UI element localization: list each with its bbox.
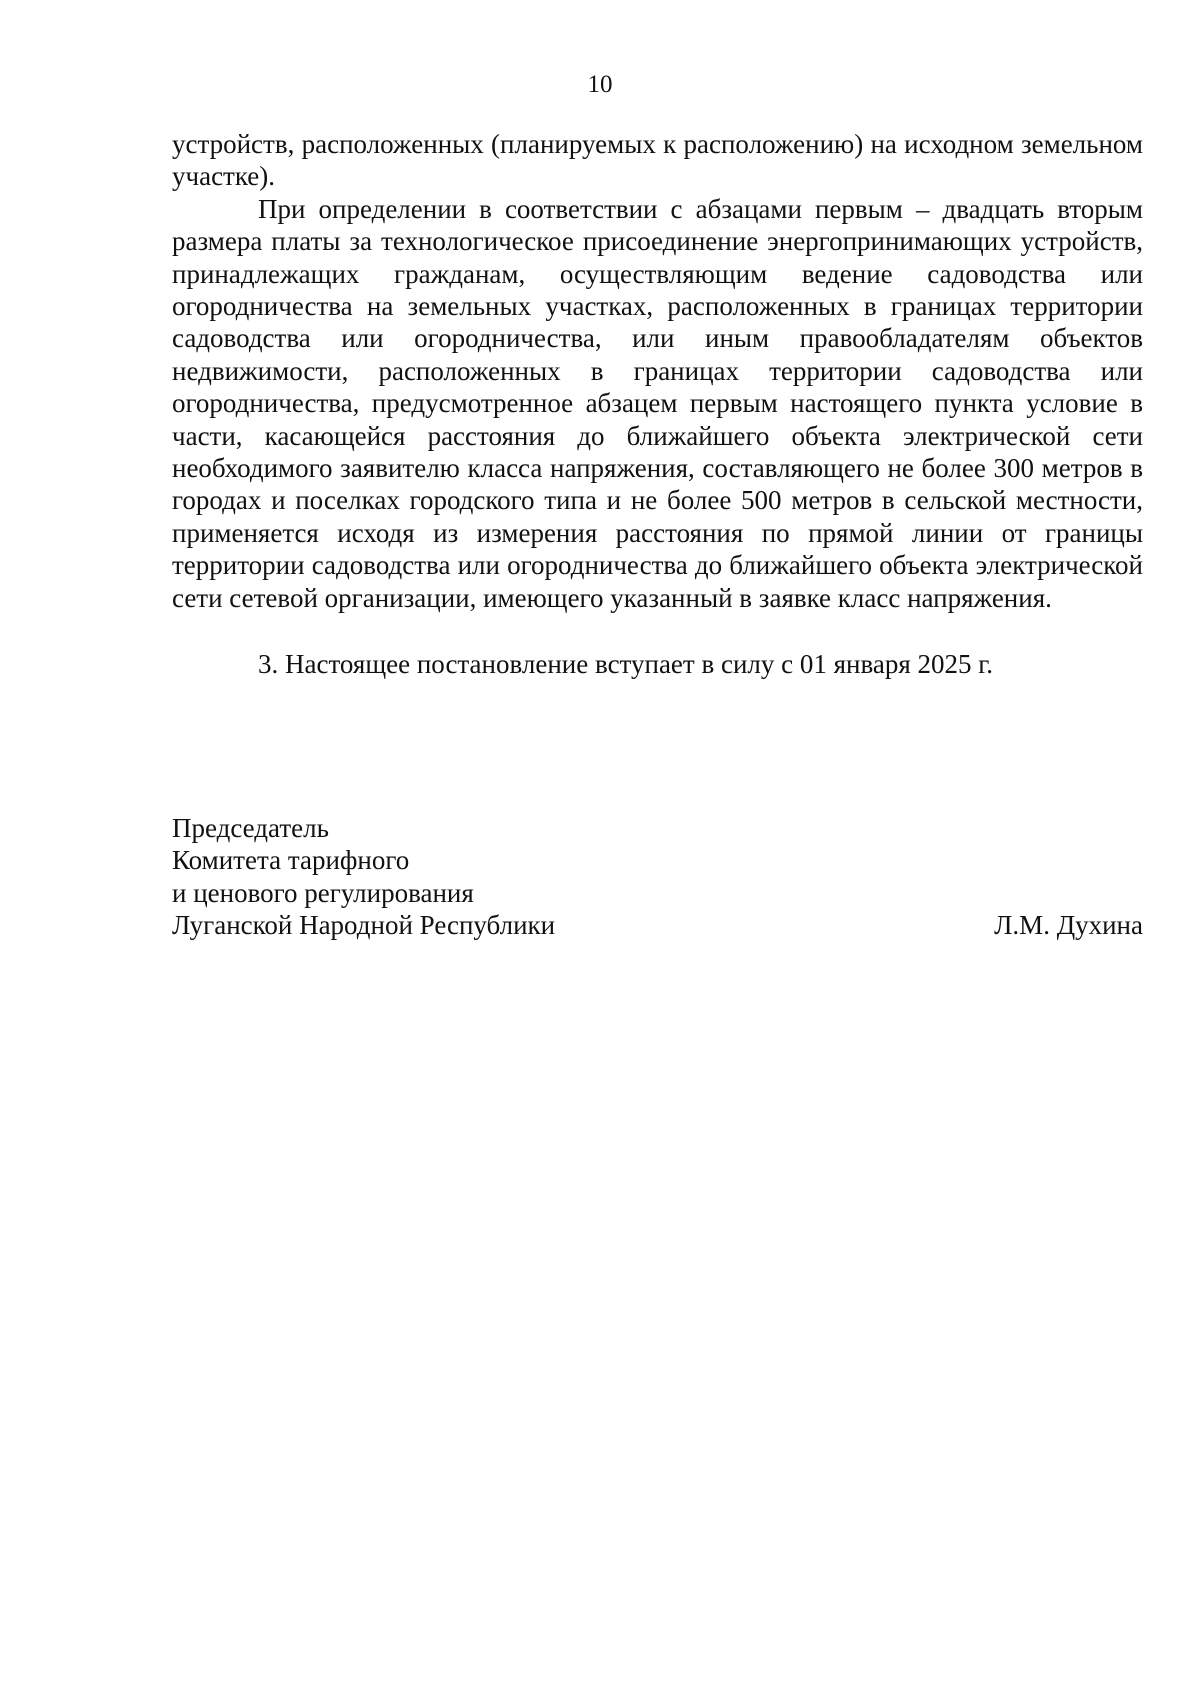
page-number: 10	[587, 71, 613, 98]
signatory-title-line: Луганской Народной Республики	[172, 910, 556, 941]
signatory-title-line: и ценового регулирования	[172, 877, 474, 908]
document-body	[172, 128, 1143, 681]
signatory-title-line: Председатель	[172, 813, 329, 843]
paragraph-continuation: устройств, расположенных (планируемых к расположению) на исходном земельном участке).	[172, 129, 1143, 192]
signatory-name: Л.М. Духина	[994, 910, 1143, 941]
paragraph-effective-date: 3. Настоящее постановление вступает в силу с 01 января 2025 г.	[258, 649, 994, 680]
signature-block	[172, 812, 1143, 942]
paragraph-fee-calculation: При определении в соответствии с абзацами первым – двадцать вторым размера платы за технологическое присоединение энергопринимающих устройств, принадлежащих гражданам, осуществляющим ведение садоводства или огородничества на земельных участках, расположенных в границах территории садоводства или огородничества, или иным правообладателям объектов недвижимости, расположенных в границах территории садоводства или огородничества, предусмотренное абзацем первым настоящего пункта условие в части, касающейся расстояния до ближайшего объекта электрической сети необходимого заявителю класса напряжения, составляющего не более 300 метров в городах и поселках городского типа и не более 500 метров в сельской местности, применяется исходя из измерения расстояния по прямой линии от границы территории садоводства или огородничества до ближайшего объекта электрической сети сетевой организации, имеющего указанный в заявке класс напряжения.	[172, 193, 1143, 613]
signatory-title-line: Комитета тарифного	[172, 845, 410, 876]
